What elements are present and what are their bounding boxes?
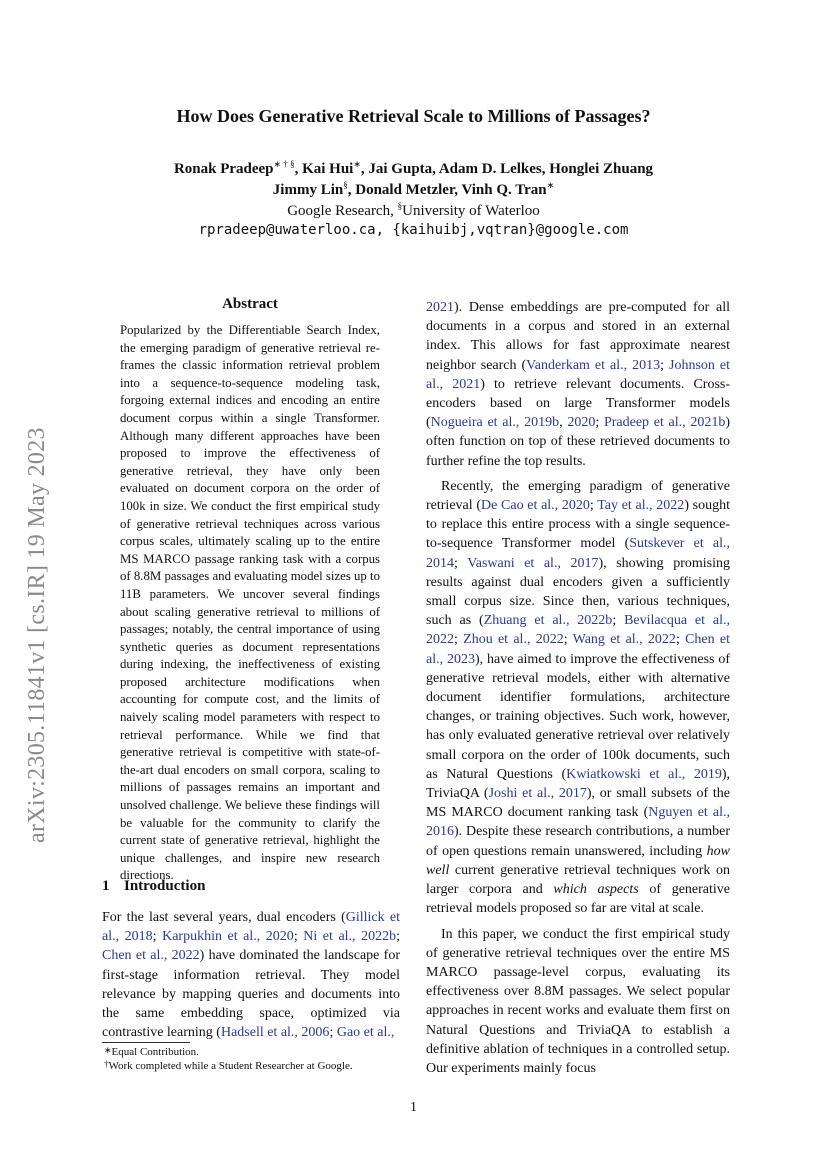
citation-link[interactable]: Nogueira et al., 2019b xyxy=(430,415,560,431)
citation-link[interactable]: Vanderkam et al., 2013 xyxy=(526,357,661,373)
abstract-text: Popularized by the Differentiable Search Index, the emerging paradigm of generative retrieval re-frames the classic information retrieval problem into a sequence-to-sequence modeling task, forgoing external indices and encoding an entire document corpus within a single Transformer. Although many different approaches have been proposed to improve the effectiveness of generative retrieval, they have only been evaluated on document corpora on the order of 100k in size. We conduct the first empirical study of generative retrieval techniques across various corpus scales, ultimately scaling up to the entire MS MARCO passage ranking task with a corpus of 8.8M passages and evaluating model sizes up to 11B parameters. We uncover several findings about scaling generative retrieval to millions of passages; notably, the central importance of using synthetic queries as document representations during indexing, the ineffectiveness of existing proposed architecture modifications when accounting for compute cost, and the limits of naively scaling model parameters with respect to retrieval performance. While we find that generative retrieval is competitive with state-of-the-art dual encoders on small corpora, scaling to millions of passages remains an important and unsolved challenge. We believe these findings will be valuable for the community to clarify the current state of generative retrieval, highlight the unique challenges, and inspire new research directions. xyxy=(120,323,380,883)
citation-link[interactable]: Joshi et al., 2017 xyxy=(488,786,587,802)
citation-link[interactable]: Gillick et al., 2018 xyxy=(102,910,400,945)
author-list-line-2: Jimmy Lin§, Donald Metzler, Vinh Q. Tran∗ xyxy=(272,180,555,198)
citation-link[interactable]: Kwiatkowski et al., 2019 xyxy=(566,766,722,782)
citation-link[interactable]: Tay et al., 2022 xyxy=(597,498,685,514)
footnote-student-researcher: †Work completed while a Student Researcher at Google. xyxy=(104,1059,353,1072)
citation-link[interactable]: Wang et al., 2022 xyxy=(572,632,676,648)
citation-link[interactable]: Vaswani et al., 2017 xyxy=(467,555,599,571)
citation-link[interactable]: Johnson et al., 2021 xyxy=(426,357,731,392)
paper-title: How Does Generative Retrieval Scale to Millions of Passages? xyxy=(176,106,651,126)
citation-link[interactable]: Bevilacqua et al., 2022 xyxy=(426,613,730,648)
footnote-equal-contribution: ∗Equal Contribution. xyxy=(104,1045,199,1058)
abstract-heading: Abstract xyxy=(222,296,278,312)
citation-link[interactable]: De Cao et al., 2020 xyxy=(481,498,590,514)
citation-link[interactable]: Nguyen et al., 2016 xyxy=(426,805,731,840)
author-list-line-1: Ronak Pradeep∗ † §, Kai Hui∗, Jai Gupta, Adam D. Lelkes, Honglei Zhuang xyxy=(173,159,654,177)
footnotes xyxy=(104,1045,404,1073)
intro-paragraph-3: In this paper, we conduct the first empirical study of generative retrieval techniques over the entire MS MARCO passage-level corpus, evaluating its effectiveness over 8.8M passages. We select popular approaches in recent works and evaluate them first on Natural Questions and TriviaQA to establish a definitive ablation of techniques in a controlled setup. Our experiments mainly focus xyxy=(426,926,730,1076)
affiliations: Google Research, §University of Waterloo xyxy=(287,201,540,219)
citation-link[interactable]: Hadsell et al., 2006 xyxy=(220,1025,330,1041)
citation-link[interactable]: Zhuang et al., 2022b xyxy=(483,613,613,629)
citation-link[interactable]: Gao et al., xyxy=(336,1025,395,1041)
citation-link[interactable]: 2021 xyxy=(426,300,454,315)
citation-link[interactable]: Sutskever et al., 2014 xyxy=(426,536,731,571)
right-column xyxy=(426,298,730,1084)
citation-link[interactable]: Chen et al., 2022 xyxy=(102,948,200,964)
citation-link[interactable]: 2020 xyxy=(567,415,596,431)
footnote-divider xyxy=(102,1042,190,1043)
citation-link[interactable]: Pradeep et al., 2021b xyxy=(603,415,726,431)
citation-link[interactable]: Ni et al., 2022b xyxy=(303,929,397,945)
arxiv-identifier-stamp[interactable]: arXiv:2305.11841v1 [cs.IR] 19 May 2023 xyxy=(24,427,50,843)
citation-link[interactable]: Chen et al., 2023 xyxy=(426,632,731,667)
page-number: 1 xyxy=(410,1100,417,1115)
intro-paragraph-1: For the last several years, dual encoders (Gillick et al., 2018; Karpukhin et al., 2020; Ni et al., 2022b; Chen et al., 2022) have dominated the landscape for first-stage information retrieval. They model relevance by mapping queries and documents into the same embedding space, optimized via contrastive learning (Hadsell et al., 2006; Gao et al., xyxy=(102,910,400,1041)
intro-paragraph-1-continued: 2021). Dense embeddings are pre-computed for all documents in a corpus and stored in an external index. This allows for fast approximate nearest neighbor search (Vanderkam et al., 2013; Johnson et al., 2021) to retrieve relevant documents. Cross-encoders based on large Transformer models (Nogueira et al., 2019b, 2020; Pradeep et al., 2021b) often function on top of these retrieved documents to further refine the top results. xyxy=(426,300,731,469)
section-heading-introduction: 1 Introduction xyxy=(102,878,206,894)
citation-link[interactable]: Zhou et al., 2022 xyxy=(463,632,564,648)
intro-paragraph-2: Recently, the emerging paradigm of generative retrieval (De Cao et al., 2020; Tay et al., 2022) sought to replace this entire process with a single sequence-to-sequence Transformer model (Sutskever et al., 2014; Vaswani et al., 2017), showing promising results against dual encoders given a sufficiently small corpus size. Since then, various techniques, such as (Zhuang et al., 2022b; Bevilacqua et al., 2022; Zhou et al., 2022; Wang et al., 2022; Chen et al., 2023), have aimed to improve the effectiveness of generative retrieval models, either with alternative document identifier formulations, architecture changes, or training objectives. Such work, however, has only evaluated generative retrieval over relatively small corpora on the order of 100k documents, such as Natural Questions (Kwiatkowski et al., 2019), TriviaQA (Joshi et al., 2017), or small subsets of the MS MARCO document ranking task (Nguyen et al., 2016). Despite these research contributions, a number of open questions remain unanswered, including how well current generative retrieval techniques work on larger corpora and which aspects of generative retrieval models proposed so far are vital at scale. xyxy=(426,478,731,917)
author-emails[interactable]: rpradeep@uwaterloo.ca, {kaihuibj,vqtran}@google.com xyxy=(198,222,629,238)
citation-link[interactable]: Karpukhin et al., 2020 xyxy=(162,929,294,945)
